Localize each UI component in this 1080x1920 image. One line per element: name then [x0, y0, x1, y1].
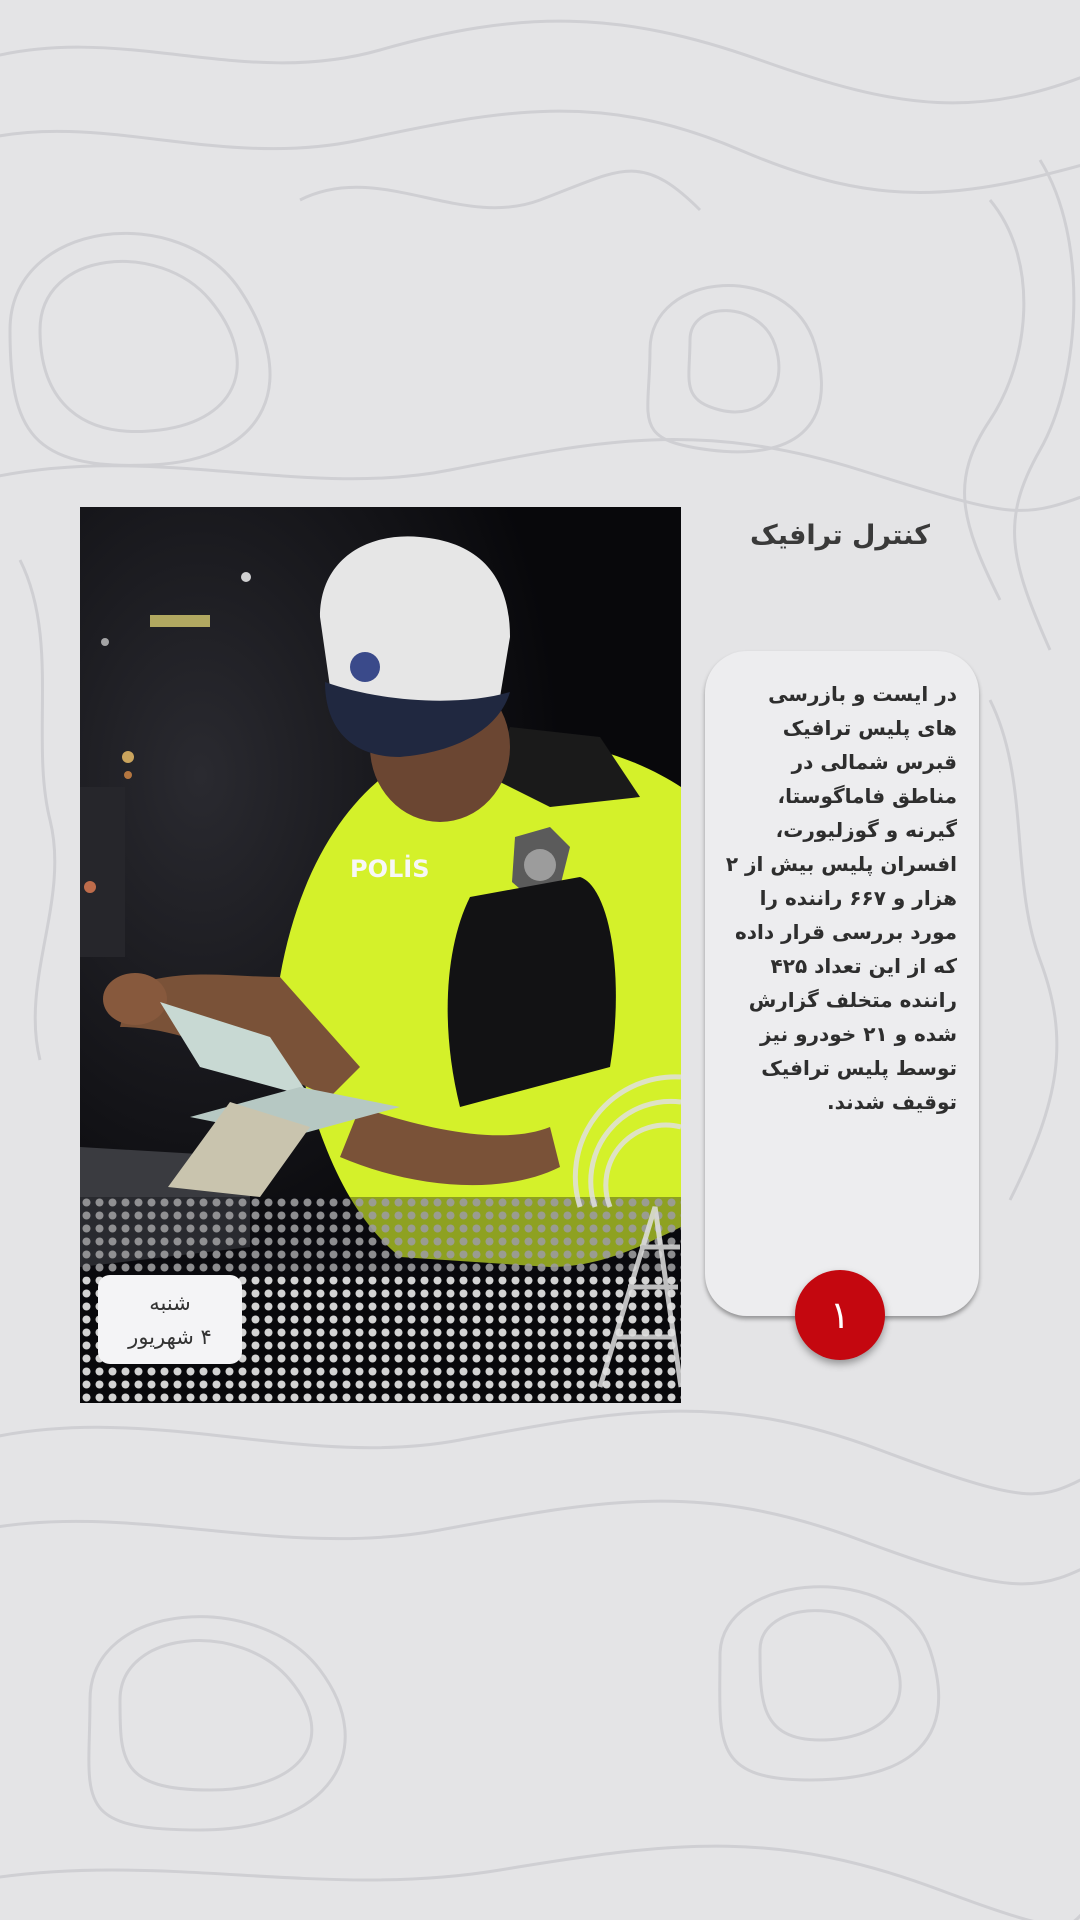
date-badge	[98, 1275, 242, 1364]
police-officer-illustration	[80, 507, 681, 1403]
shirt-text: POLİS	[350, 855, 430, 883]
weekday-label: شنبه	[149, 1290, 191, 1315]
slide-title: کنترل ترافیک	[750, 520, 930, 551]
news-photo	[80, 507, 681, 1403]
slide-number-badge: ۱	[795, 1270, 885, 1360]
news-body-text: در ایست و بازرسی های پلیس ترافیک قبرس شمالی در مناطق فاماگوستا، گیرنه و گوزلیورت، افسران پلیس بیش از ۲ هزار و ۶۶۷ راننده را مورد بررسی قرار داده که از این تعداد ۴۲۵ راننده متخلف گزارش شده و ۲۱ خودرو نیز توسط پلیس ترافیک توقیف شدند.	[725, 682, 957, 1114]
day-month-label: ۴ شهریور	[128, 1324, 212, 1349]
news-text-card	[705, 651, 979, 1316]
